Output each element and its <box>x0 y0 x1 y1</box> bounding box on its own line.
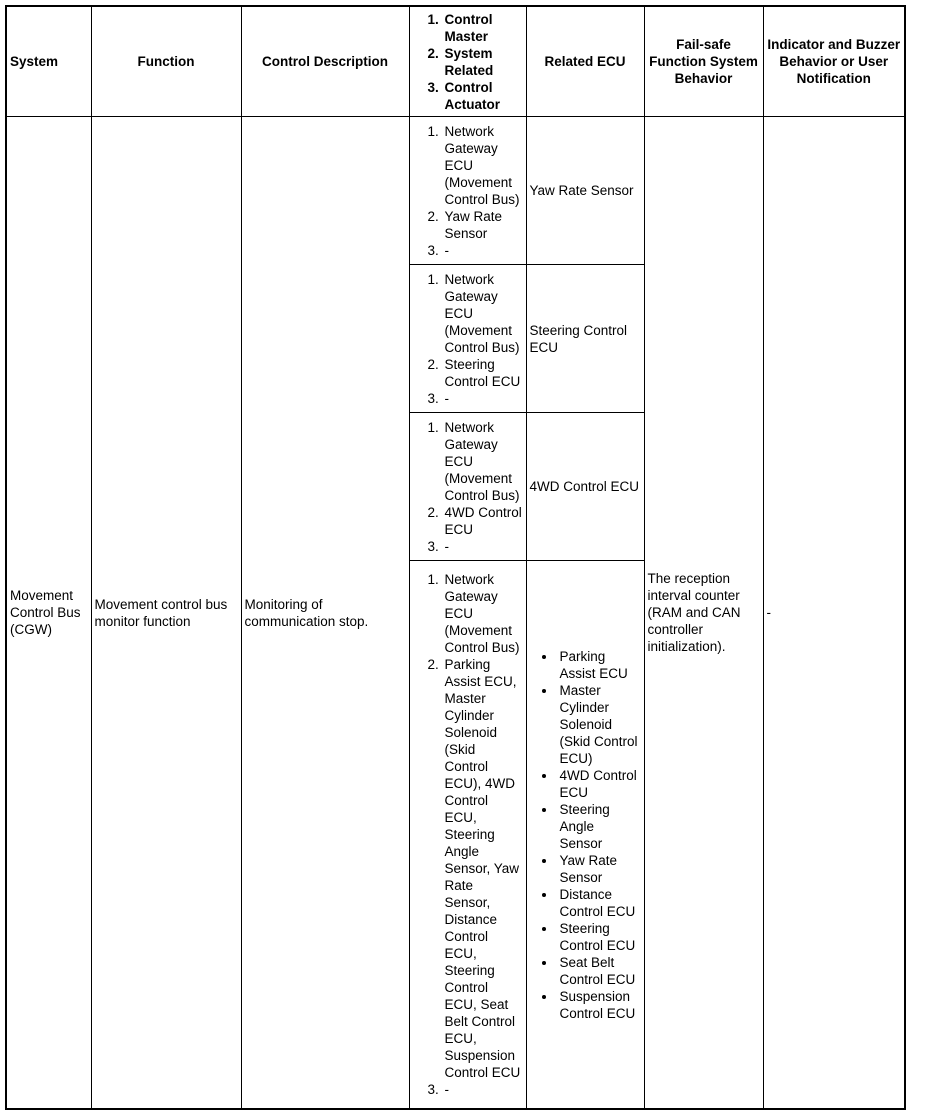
header-control-master: 1. Control Master <box>443 11 523 45</box>
list-item: • Parking Assist ECU <box>557 648 641 682</box>
header-control-actuator: 3. Control Actuator <box>443 79 523 113</box>
header-related-ecu: Related ECU <box>526 6 644 117</box>
function-cell: Movement control bus monitor function <box>91 117 241 1110</box>
header-control-list <box>409 6 526 117</box>
system-cell: Movement Control Bus (CGW) <box>6 117 91 1110</box>
control-master: 1. Network Gateway ECU (Movement Control Bus) <box>443 419 523 504</box>
control-cell-2 <box>409 265 526 413</box>
control-cell-1 <box>409 117 526 265</box>
related-ecu-cell-2: Steering Control ECU <box>526 265 644 413</box>
control-cell-3 <box>409 413 526 561</box>
related-ecu-cell-3: 4WD Control ECU <box>526 413 644 561</box>
list-item: • 4WD Control ECU <box>557 767 641 801</box>
header-function: Function <box>91 6 241 117</box>
control-actuator: 3. - <box>443 242 523 259</box>
table-row <box>6 117 905 265</box>
header-system: System <box>6 6 91 117</box>
system-related: 2. Yaw Rate Sensor <box>443 208 523 242</box>
header-system-related: 2. System Related <box>443 45 523 79</box>
failsafe-cell: The reception interval counter (RAM and CAN controller initialization). <box>644 117 763 1110</box>
control-actuator: 3. - <box>443 538 523 555</box>
list-item: • Yaw Rate Sensor <box>557 852 641 886</box>
list-item: • Suspension Control ECU <box>557 988 641 1022</box>
control-description-cell: Monitoring of communication stop. <box>241 117 409 1110</box>
system-related: 2. Steering Control ECU <box>443 356 523 390</box>
header-failsafe: Fail-safe Function System Behavior <box>644 6 763 117</box>
header-indicator: Indicator and Buzzer Behavior or User Notification <box>763 6 905 117</box>
control-master: 1. Network Gateway ECU (Movement Control Bus) <box>443 571 523 656</box>
list-item: • Seat Belt Control ECU <box>557 954 641 988</box>
control-master: 1. Network Gateway ECU (Movement Control Bus) <box>443 271 523 356</box>
control-master: 1. Network Gateway ECU (Movement Control Bus) <box>443 123 523 208</box>
list-item: • Steering Control ECU <box>557 920 641 954</box>
system-related: 2. 4WD Control ECU <box>443 504 523 538</box>
list-item: • Steering Angle Sensor <box>557 801 641 852</box>
indicator-cell: - <box>763 117 905 1110</box>
header-row <box>6 6 905 117</box>
header-control-description: Control Description <box>241 6 409 117</box>
spec-table <box>5 5 906 1110</box>
related-ecu-cell-1: Yaw Rate Sensor <box>526 117 644 265</box>
control-cell-4 <box>409 561 526 1110</box>
related-ecu-cell-4 <box>526 561 644 1110</box>
control-actuator: 3. - <box>443 390 523 407</box>
control-actuator: 3. - <box>443 1081 523 1098</box>
list-item: • Distance Control ECU <box>557 886 641 920</box>
list-item: • Master Cylinder Solenoid (Skid Control ECU) <box>557 682 641 767</box>
system-related: 2. Parking Assist ECU, Master Cylinder Solenoid (Skid Control ECU), 4WD Control ECU, Steering Angle Sensor, Yaw Rate Sensor, Distance Control ECU, Steering Control ECU, Seat Belt Control ECU, Suspension Control ECU <box>443 656 523 1081</box>
